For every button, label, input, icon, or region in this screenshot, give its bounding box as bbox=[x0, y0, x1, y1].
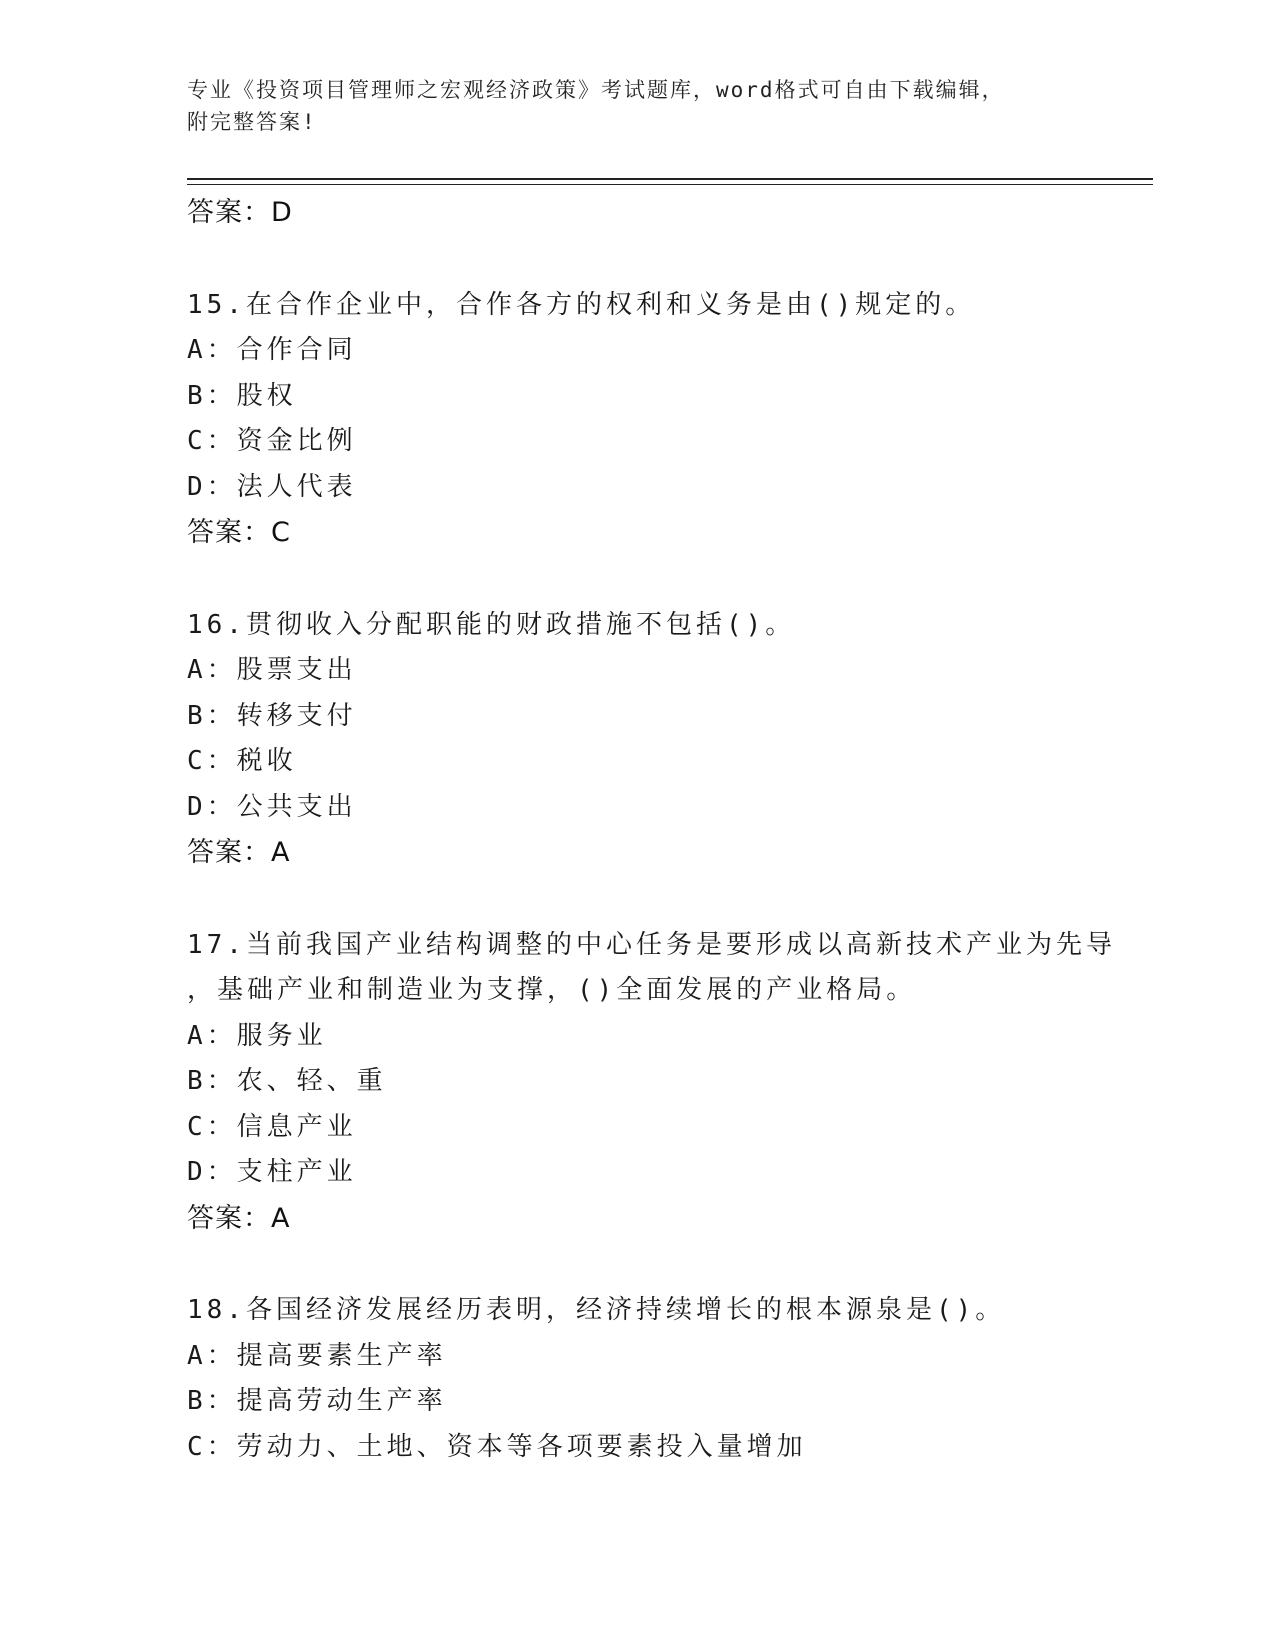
option-c: C：税收 bbox=[187, 746, 297, 776]
question-list bbox=[187, 190, 1116, 1470]
question-stem: 16.贯彻收入分配职能的财政措施不包括()。 bbox=[187, 609, 796, 640]
question-16 bbox=[187, 603, 1087, 876]
question-stem-continued: ，基础产业和制造业为支撑，()全面发展的产业格局。 bbox=[187, 975, 917, 1005]
header-line-1: 专业《投资项目管理师之宏观经济政策》考试题库，word格式可自由下载编辑， bbox=[187, 78, 1005, 102]
header-divider-thin bbox=[187, 184, 1153, 185]
option-a: A：提高要素生产率 bbox=[187, 1340, 447, 1371]
answer-line: 答案：C bbox=[187, 517, 291, 548]
answer-line: 答案：D bbox=[187, 197, 293, 228]
question-18 bbox=[187, 1288, 1087, 1470]
answer-line: 答案：A bbox=[187, 837, 291, 868]
option-b: B：提高劳动生产率 bbox=[187, 1386, 447, 1416]
question-stem: 17.当前我国产业结构调整的中心任务是要形成以高新技术产业为先导 bbox=[187, 929, 1116, 960]
option-d: D：法人代表 bbox=[187, 471, 357, 502]
option-c: C：资金比例 bbox=[187, 426, 357, 456]
option-b: B：转移支付 bbox=[187, 700, 357, 731]
question-stem: 15.在合作企业中，合作各方的权利和义务是由()规定的。 bbox=[187, 289, 976, 320]
option-a: A：股票支出 bbox=[187, 655, 357, 685]
option-b: B：农、轻、重 bbox=[187, 1066, 387, 1096]
option-d: D：公共支出 bbox=[187, 791, 357, 822]
option-a: A：合作合同 bbox=[187, 335, 357, 365]
option-c: C：劳动力、土地、资本等各项要素投入量增加 bbox=[187, 1431, 807, 1462]
header-line-2: 附完整答案! bbox=[187, 110, 317, 134]
option-d: D：支柱产业 bbox=[187, 1157, 357, 1187]
option-b: B：股权 bbox=[187, 380, 297, 411]
option-c: C：信息产业 bbox=[187, 1111, 357, 1142]
option-a: A：服务业 bbox=[187, 1020, 327, 1051]
question-stem: 18.各国经济发展经历表明，经济持续增长的根本源泉是()。 bbox=[187, 1295, 1006, 1325]
question-17 bbox=[187, 923, 1116, 1242]
document-header bbox=[187, 74, 1087, 138]
answer-line: 答案：A bbox=[187, 1202, 291, 1234]
question-15 bbox=[187, 283, 1087, 556]
header-divider-thick bbox=[187, 178, 1153, 180]
